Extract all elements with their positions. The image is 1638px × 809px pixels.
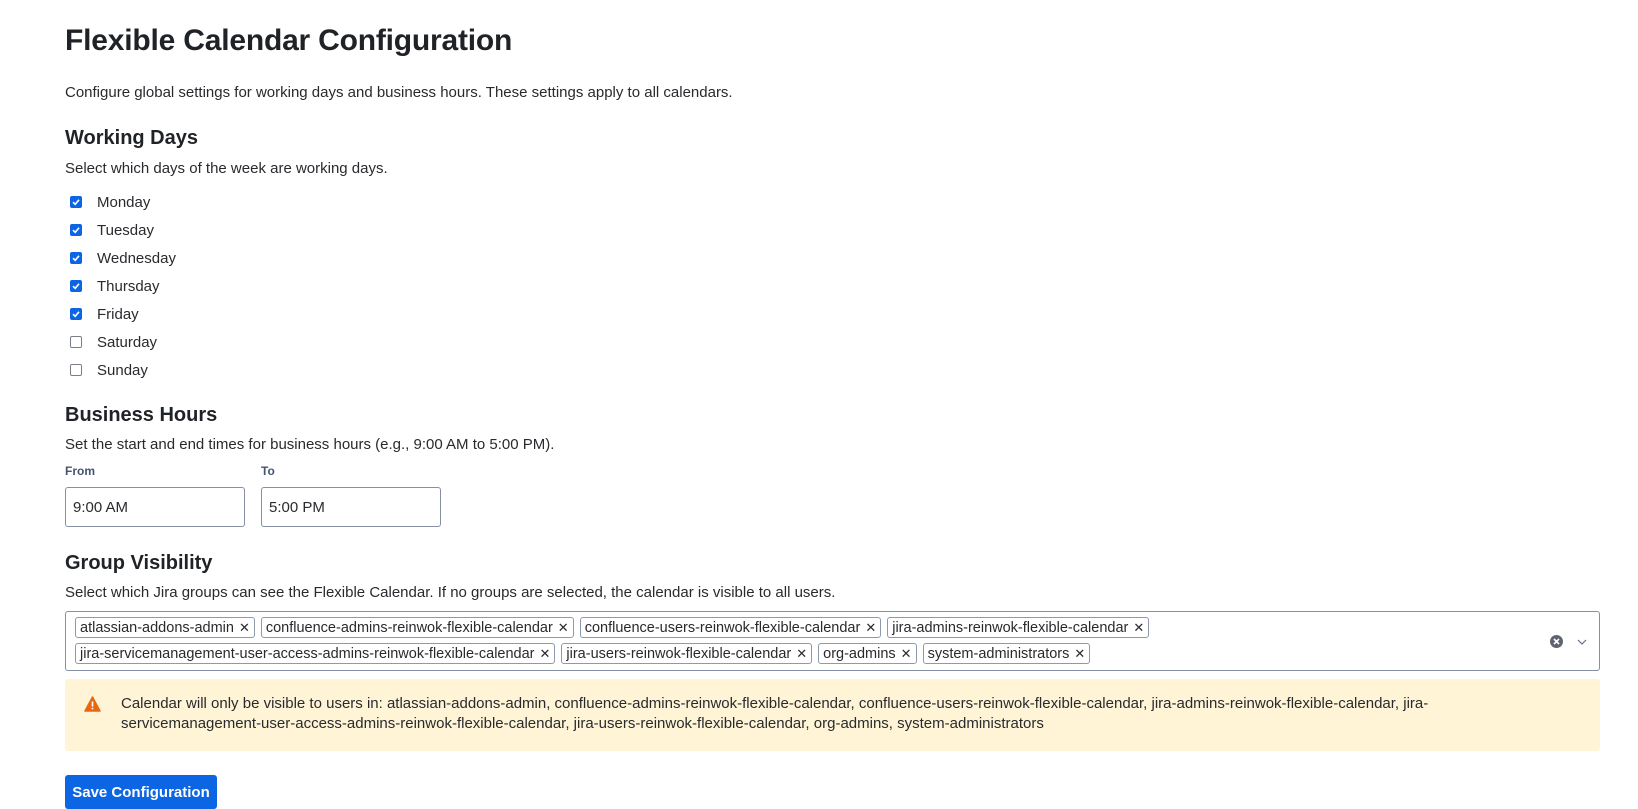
checkbox-unchecked-icon[interactable]: [70, 364, 82, 376]
checkbox-checked-icon[interactable]: [70, 252, 82, 264]
group-tag: [75, 643, 555, 664]
checkbox-checked-icon[interactable]: [70, 196, 82, 208]
page-title: Flexible Calendar Configuration: [65, 24, 513, 57]
day-label: Sunday: [97, 361, 148, 379]
page-description: Configure global settings for working days and business hours. These settings apply to all calendars.: [65, 84, 733, 101]
to-label: To: [261, 464, 275, 478]
group-tag-label: org-admins: [823, 645, 896, 662]
group-tag: [887, 617, 1149, 638]
group-tag: [561, 643, 812, 664]
from-time-input[interactable]: [65, 487, 245, 527]
day-checkbox-saturday[interactable]: [70, 328, 176, 356]
remove-tag-icon[interactable]: ✕: [238, 620, 250, 635]
checkbox-checked-icon[interactable]: [70, 280, 82, 292]
remove-tag-icon[interactable]: ✕: [900, 646, 912, 661]
group-visibility-description: Select which Jira groups can see the Flexible Calendar. If no groups are selected, the calendar is visible to all users.: [65, 584, 836, 601]
group-tag-label: confluence-users-reinwok-flexible-calendar: [584, 619, 861, 636]
group-tag-label: confluence-admins-reinwok-flexible-calendar: [265, 619, 553, 636]
group-tag-label: jira-admins-reinwok-flexible-calendar: [892, 619, 1129, 636]
checkbox-checked-icon[interactable]: [70, 308, 82, 320]
business-hours-heading: Business Hours: [65, 404, 218, 426]
working-days-list: [70, 188, 176, 384]
checkbox-unchecked-icon[interactable]: [70, 336, 82, 348]
group-visibility-heading: Group Visibility: [65, 552, 213, 574]
group-tag: [75, 617, 255, 638]
day-checkbox-sunday[interactable]: [70, 356, 176, 384]
group-tag: [261, 617, 574, 638]
group-tag-label: jira-servicemanagement-user-access-admins-reinwok-flexible-calendar: [80, 645, 535, 662]
visibility-warning: [65, 679, 1600, 751]
day-checkbox-wednesday[interactable]: [70, 244, 176, 272]
remove-tag-icon[interactable]: ✕: [557, 620, 569, 635]
day-label: Thursday: [97, 277, 160, 295]
group-tag: [818, 643, 916, 664]
remove-tag-icon[interactable]: ✕: [1133, 620, 1145, 635]
warning-text: Calendar will only be visible to users in: atlassian-addons-admin, confluence-admins-reinwok-flexible-calendar, confluence-users-reinwok-flexible-calendar, jira-admins-reinwok-flexible-calendar, jira-servicemanagement-user-access-admins-reinwok-flexible-calendar, jira-users-reinwok-flexible-calendar, org-admins, system-administrators: [121, 695, 1429, 732]
remove-tag-icon[interactable]: ✕: [1074, 646, 1086, 661]
day-checkbox-tuesday[interactable]: [70, 216, 176, 244]
remove-tag-icon[interactable]: ✕: [865, 620, 877, 635]
day-label: Saturday: [97, 333, 158, 351]
day-label: Friday: [97, 305, 139, 323]
day-label: Tuesday: [97, 221, 154, 239]
save-configuration-button[interactable]: Save Configuration: [65, 775, 217, 809]
clear-all-icon[interactable]: [1550, 635, 1563, 648]
checkbox-checked-icon[interactable]: [70, 224, 82, 236]
working-days-heading: Working Days: [65, 127, 198, 149]
group-multi-select[interactable]: [65, 611, 1600, 671]
warning-icon: [84, 696, 101, 712]
group-tag-label: atlassian-addons-admin: [80, 619, 234, 636]
selected-groups: [75, 617, 1495, 664]
group-tag: [923, 643, 1091, 664]
day-checkbox-thursday[interactable]: [70, 272, 176, 300]
from-label: From: [65, 464, 95, 478]
group-tag-label: system-administrators: [927, 645, 1070, 662]
business-hours-description: Set the start and end times for business hours (e.g., 9:00 AM to 5:00 PM).: [65, 436, 555, 453]
to-time-input[interactable]: [261, 487, 441, 527]
remove-tag-icon[interactable]: ✕: [539, 646, 551, 661]
day-checkbox-monday[interactable]: [70, 188, 176, 216]
day-checkbox-friday[interactable]: [70, 300, 176, 328]
chevron-down-icon[interactable]: [1575, 635, 1589, 649]
remove-tag-icon[interactable]: ✕: [796, 646, 808, 661]
day-label: Wednesday: [97, 249, 176, 267]
day-label: Monday: [97, 193, 151, 211]
group-tag: [580, 617, 882, 638]
group-tag-label: jira-users-reinwok-flexible-calendar: [566, 645, 792, 662]
working-days-description: Select which days of the week are working days.: [65, 160, 388, 177]
